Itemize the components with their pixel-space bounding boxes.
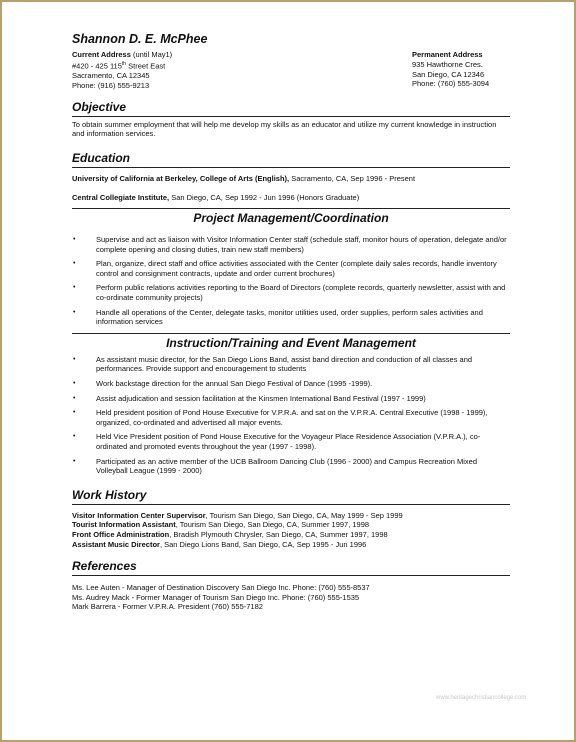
list-item	[72, 283, 510, 302]
bullet-icon: •	[73, 236, 76, 244]
list-item	[72, 432, 510, 451]
resume-page	[72, 32, 510, 612]
bullet-text: Plan, organize, direct staff and office activities associated with the Center (complete daily sales records, handle inventory control and consignment contracts, update and order current brochures)	[96, 259, 497, 278]
list-item: Ms. Audrey Mack - Former Manager of Tourism San Diego Inc. Phone: (760) 555-1535	[72, 592, 360, 602]
project-section	[72, 208, 510, 327]
current-street-name: Street East	[126, 61, 166, 71]
job-details: , Tourism San Diego, San Diego, CA, May 1999 - Sep 1999	[205, 510, 403, 520]
instruction-rule	[72, 333, 510, 334]
job-details: , San Diego Lions Band, San Diego, CA, Sep 1995 - Jun 1996	[159, 539, 367, 549]
references-list	[72, 583, 510, 612]
bullet-text: Assist adjudication and session facilitation at the Kinsmen International Band Festival (1997 - 1999)	[96, 393, 426, 403]
project-heading: Project Management/Coordination	[193, 211, 389, 226]
objective-section	[72, 100, 510, 139]
bullet-icon: •	[73, 284, 76, 292]
job-title: Tourist Information Assistant	[72, 520, 176, 530]
bullet-icon: •	[73, 409, 76, 417]
list-item	[72, 259, 510, 278]
list-item	[72, 540, 510, 550]
bullet-icon: •	[73, 457, 76, 465]
instruction-section	[72, 333, 510, 476]
permanent-address	[412, 50, 510, 91]
watermark: www.heritagechristiancollege.com	[436, 695, 527, 701]
education-section	[72, 151, 510, 203]
permanent-address-title: Permanent Address	[412, 50, 483, 59]
list-item	[72, 511, 510, 521]
list-item	[72, 520, 510, 530]
instruction-heading: Instruction/Training and Event Management	[166, 335, 416, 350]
bullet-icon: •	[73, 394, 76, 402]
references-section	[72, 559, 510, 612]
list-item	[72, 235, 510, 254]
permanent-city: San Diego, CA 12346	[412, 69, 485, 79]
current-address	[72, 50, 172, 91]
education-details: San Diego, CA, Sep 1992 - Jun 1996 (Honors Graduate)	[169, 193, 360, 203]
education-item	[72, 193, 510, 203]
work-section	[72, 488, 510, 549]
permanent-phone: Phone: (760) 555-3094	[412, 79, 490, 89]
bullet-text: Held president position of Pond House Executive for V.P.R.A. and sat on the V.P.R.A. Central Executive (1998 - 1999), organized, co-ordinated and advertised all major events.	[96, 408, 488, 427]
objective-rule	[72, 116, 510, 117]
current-address-note: (until May1)	[130, 50, 173, 59]
current-address-title: Current Address	[72, 50, 131, 59]
list-item: Mark Barrera - Former V.P.R.A. President (760) 555-7182	[72, 602, 263, 612]
list-item	[72, 379, 510, 389]
bullet-text: As assistant music director, for the San Diego Lions Band, assist band direction and conduction of all classes and performances. Provide support and encouragement to students	[96, 354, 473, 374]
current-city: Sacramento, CA 12345	[72, 71, 150, 81]
list-item	[72, 308, 510, 327]
education-school: University of California at Berkeley, College of Arts (English),	[72, 173, 290, 183]
work-heading: Work History	[72, 487, 147, 502]
education-rule	[72, 167, 510, 168]
education-details: Sacramento, CA, Sep 1996 - Present	[289, 173, 416, 183]
references-rule	[72, 575, 510, 576]
education-heading: Education	[72, 150, 131, 165]
project-rule	[72, 208, 510, 209]
bullet-text: Work backstage direction for the annual San Diego Festival of Dance (1995 -1999).	[96, 379, 373, 388]
bullet-icon: •	[73, 380, 76, 387]
bullet-icon: •	[73, 260, 76, 268]
current-street-number: #420 - 425 115	[72, 61, 122, 71]
bullet-icon: •	[73, 355, 76, 363]
job-title: Visitor Information Center Supervisor	[72, 510, 206, 520]
education-school: Central Collegiate Institute,	[72, 193, 170, 203]
job-details: , Bradish Plymouth Chrysler, San Diego, CA, Summer 1997, 1998	[169, 529, 388, 539]
project-list	[72, 235, 510, 327]
education-item	[72, 174, 510, 184]
street-suffix: th	[121, 60, 127, 67]
job-title: Assistant Music Director	[72, 539, 160, 549]
job-title: Front Office Administration	[72, 529, 170, 539]
list-item	[72, 408, 510, 427]
bullet-text: Supervise and act as liaison with Visitor Information Center staff (schedule staff, monitor hours of operation, delegate and/or complete opening and closing duties, train new staff members)	[96, 235, 507, 254]
address-block	[72, 50, 510, 91]
job-details: , Tourism San Diego, San Diego, CA, Summer 1997, 1998	[175, 520, 370, 530]
bullet-text: Held Vice President position of Pond House Executive for the Voyageur Place Residence Association (V.P.R.A.), co-ordinated and promoted events throughout the year (1997 - 1998).	[96, 432, 481, 451]
references-heading: References	[72, 559, 137, 574]
work-list	[72, 511, 510, 549]
instruction-list	[72, 355, 510, 476]
work-rule	[72, 504, 510, 505]
list-item	[72, 457, 510, 476]
current-phone: Phone: (916) 555-9213	[72, 80, 150, 90]
bullet-text: Perform public relations activities reporting to the Board of Directors (complete records, quarterly newsletter, assist with and co-ordinate community projects)	[96, 283, 506, 303]
list-item	[72, 394, 510, 404]
bullet-icon: •	[73, 308, 76, 316]
bullet-text: Participated as an active member of the UCB Ballroom Dancing Club (1996 - 2000) and Campus Recreation Mixed Volleyball League (1999 - 2000)	[96, 456, 478, 476]
permanent-street: 935 Hawthorne Cres.	[412, 59, 483, 69]
list-item	[72, 530, 510, 540]
objective-heading: Objective	[72, 99, 127, 114]
bullet-icon: •	[73, 433, 76, 441]
list-item: Ms. Lee Auten - Manager of Destination Discovery San Diego Inc. Phone: (760) 555-8537	[72, 583, 370, 593]
list-item	[72, 355, 510, 374]
objective-text: To obtain summer employment that will help me develop my skills as an educator and utilize my current knowledge in instruction and information services.	[72, 119, 497, 139]
bullet-text: Handle all operations of the Center, delegate tasks, monitor utilities used, order supplies, perform sales activities and information services	[96, 307, 483, 327]
candidate-name: Shannon D. E. McPhee	[72, 32, 208, 46]
